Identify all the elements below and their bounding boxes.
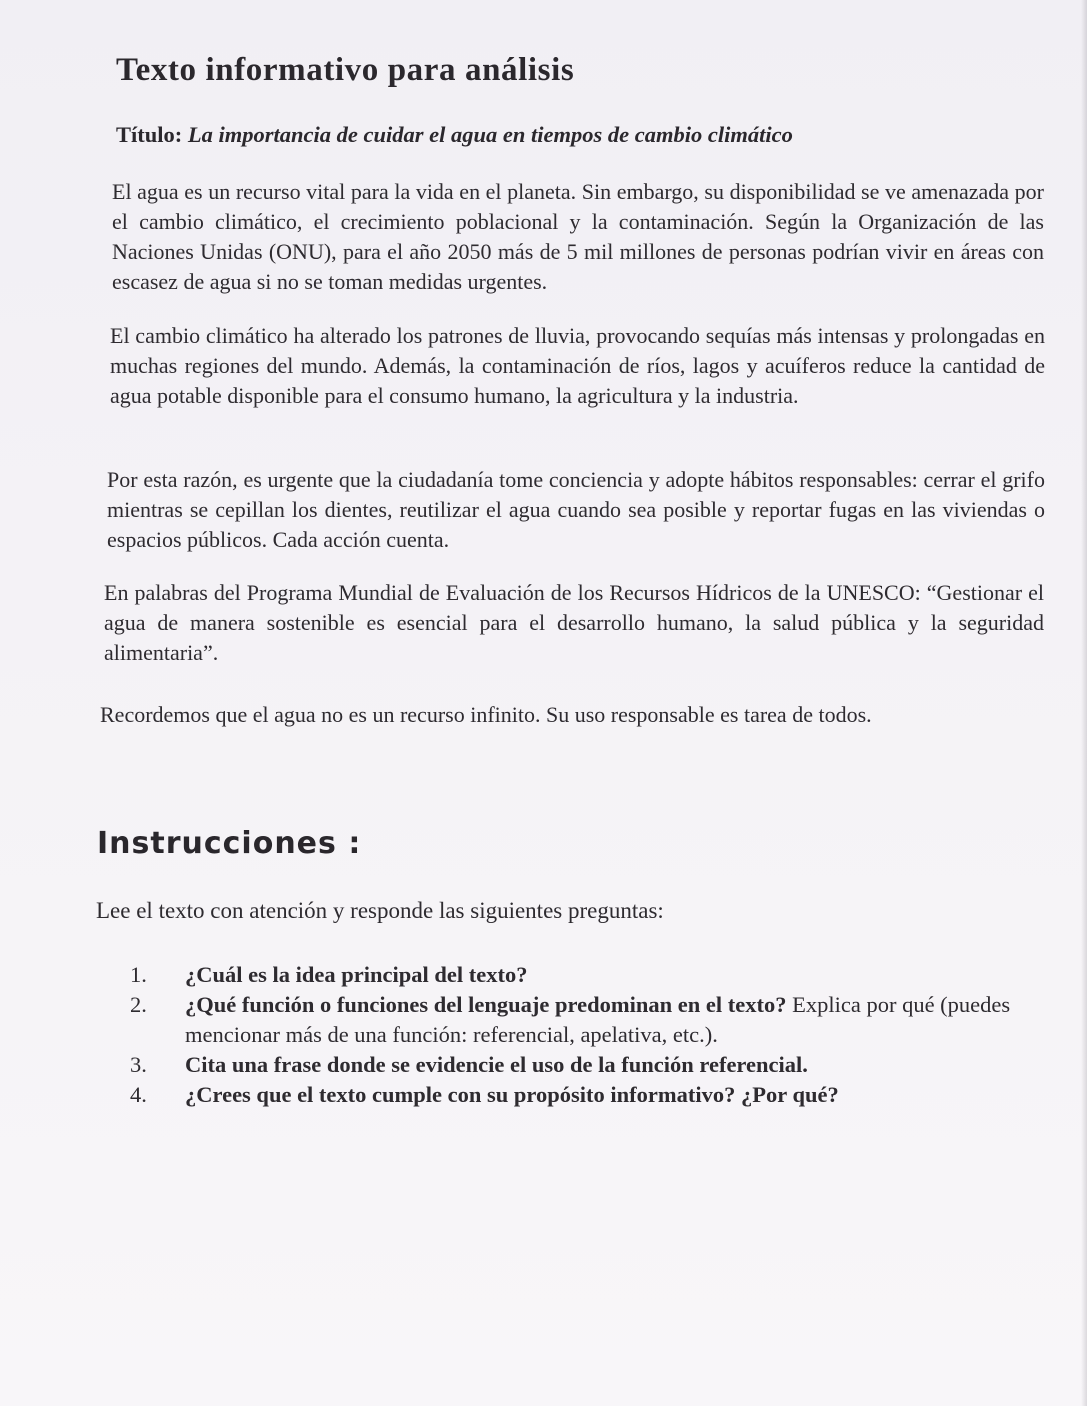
question-number: 1.	[130, 962, 147, 987]
document-subtitle	[116, 122, 793, 148]
question-item	[130, 960, 1060, 990]
question-text: ¿Qué función o funciones del lenguaje predominan en el texto?	[185, 992, 787, 1017]
document-title: Texto informativo para análisis	[116, 52, 575, 88]
paragraph-4-quote: En palabras del Programa Mundial de Evaluación de los Recursos Hídricos de la UNESCO: “Gestionar el agua de manera sostenible es esencial para el desarrollo humano, la salud pública y la seguridad alimentaria”.	[104, 580, 1044, 665]
paragraph-1: El agua es un recurso vital para la vida en el planeta. Sin embargo, su disponibilidad se ve amenazada por el cambio climático, el crecimiento poblacional y la contaminación. Según la Organización de las Naciones Unidas (ONU), para el año 2050 más de 5 mil millones de personas podrían vivir en áreas con escasez de agua si no se toman medidas urgentes.	[112, 179, 1044, 294]
subtitle-value: La importancia de cuidar el agua en tiempos de cambio climático	[187, 122, 793, 147]
question-extra: Explica por qué (puedes mencionar más de una función: referencial, apelativa, etc.).	[185, 992, 1011, 1047]
paragraph-5: Recordemos que el agua no es un recurso infinito. Su uso responsable es tarea de todos.	[100, 702, 872, 727]
question-number: 4.	[130, 1082, 147, 1107]
page-edge-shadow	[1081, 0, 1087, 1406]
question-text: ¿Cuál es la idea principal del texto?	[185, 962, 528, 987]
question-number: 2.	[130, 992, 147, 1017]
instructions-heading: Instrucciones :	[97, 826, 362, 861]
question-item	[130, 1050, 1060, 1080]
question-text: Cita una frase donde se evidencie el uso de la función referencial.	[185, 1052, 808, 1077]
question-text: ¿Crees que el texto cumple con su propósito informativo? ¿Por qué?	[185, 1082, 839, 1107]
question-number: 3.	[130, 1052, 147, 1077]
paragraph-3: Por esta razón, es urgente que la ciudadanía tome conciencia y adopte hábitos responsables: cerrar el grifo mientras se cepillan los dientes, reutilizar el agua cuando sea posible y reportar fugas en las viviendas o espacios públicos. Cada acción cuenta.	[107, 467, 1045, 552]
subtitle-label: Título:	[116, 122, 183, 147]
instructions-intro: Lee el texto con atención y responde las siguientes preguntas:	[96, 898, 664, 923]
questions-list	[130, 960, 1060, 1110]
paragraph-2: El cambio climático ha alterado los patrones de lluvia, provocando sequías más intensas y prolongadas en muchas regiones del mundo. Además, la contaminación de ríos, lagos y acuíferos reduce la cantidad de agua potable disponible para el consumo humano, la agricultura y la industria.	[110, 323, 1045, 408]
question-item	[130, 990, 1060, 1050]
question-item	[130, 1080, 1060, 1110]
